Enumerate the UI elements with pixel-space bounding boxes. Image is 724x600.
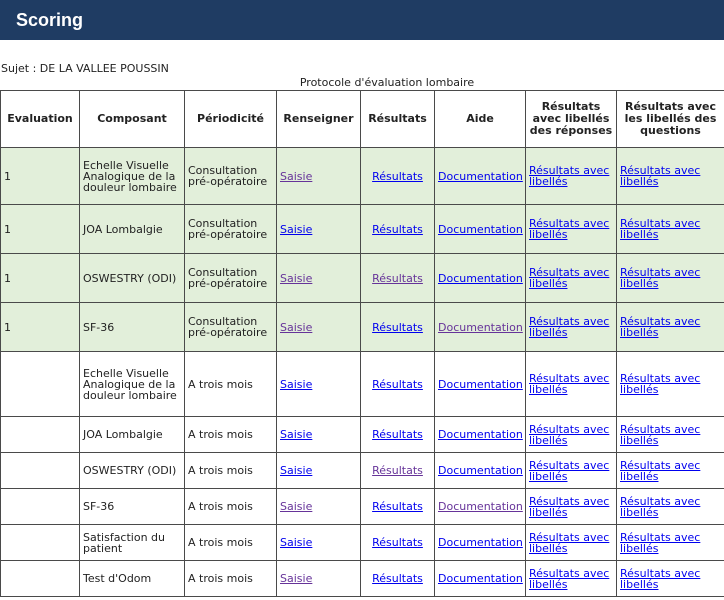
resultats-libelles-questions-link[interactable]: Résultats avec libellés <box>620 422 701 447</box>
cell-resultats-libelles-questions <box>617 205 724 254</box>
subject-label: Sujet : DE LA VALLEE POUSSIN <box>1 62 169 75</box>
page-header <box>0 0 724 40</box>
resultats-libelles-reponses-link[interactable]: Résultats avec libellés <box>529 217 610 241</box>
saisie-link[interactable]: Saisie <box>280 222 313 236</box>
cell-resultats-libelles-questions <box>617 489 724 525</box>
cell-resultats-libelles-questions <box>617 303 724 352</box>
header-evaluation: Evaluation <box>1 91 80 148</box>
resultats-libelles-questions-link[interactable]: Résultats avec libellés <box>620 458 701 483</box>
cell-periodicite: Consultation pré-opératoire <box>185 205 277 254</box>
resultats-link[interactable]: Résultats <box>372 169 423 183</box>
resultats-libelles-reponses-link[interactable]: Résultats avec libellés <box>529 422 610 447</box>
cell-composant: SF-36 <box>80 489 185 525</box>
cell-periodicite: A trois mois <box>185 453 277 489</box>
cell-resultats-libelles-reponses <box>526 254 617 303</box>
cell-periodicite: A trois mois <box>185 561 277 597</box>
cell-evaluation <box>1 489 80 525</box>
cell-evaluation: 1 <box>1 254 80 303</box>
resultats-link[interactable]: Résultats <box>372 464 423 477</box>
cell-evaluation <box>1 417 80 453</box>
resultats-libelles-reponses-link[interactable]: Résultats avec libellés <box>529 372 610 396</box>
header-resultats-libelles-reponses: Résultats avec libellés des réponses <box>526 91 617 148</box>
documentation-link[interactable]: Documentation <box>438 377 523 391</box>
cell-composant: SF-36 <box>80 303 185 352</box>
cell-evaluation <box>1 352 80 417</box>
resultats-link[interactable]: Résultats <box>372 377 423 391</box>
protocol-title: Protocole d'évaluation lombaire <box>299 76 475 89</box>
table-row <box>1 525 724 561</box>
header-resultats: Résultats <box>361 91 435 148</box>
cell-resultats-libelles-questions <box>617 352 724 417</box>
resultats-libelles-reponses-link[interactable]: Résultats avec libellés <box>529 266 610 290</box>
cell-evaluation <box>1 453 80 489</box>
saisie-link[interactable]: Saisie <box>280 320 313 334</box>
cell-evaluation: 1 <box>1 303 80 352</box>
cell-periodicite: Consultation pré-opératoire <box>185 148 277 205</box>
resultats-libelles-reponses-link[interactable]: Résultats avec libellés <box>529 530 610 555</box>
documentation-link[interactable]: Documentation <box>438 464 523 477</box>
cell-composant: Test d'Odom <box>80 561 185 597</box>
cell-resultats-libelles-questions <box>617 148 724 205</box>
cell-resultats-libelles-reponses <box>526 453 617 489</box>
resultats-link[interactable]: Résultats <box>372 536 423 549</box>
cell-resultats-libelles-reponses <box>526 489 617 525</box>
header-composant: Composant <box>80 91 185 148</box>
documentation-link[interactable]: Documentation <box>438 271 523 285</box>
cell-aide <box>435 148 526 205</box>
resultats-libelles-reponses-link[interactable]: Résultats avec libellés <box>529 458 610 483</box>
cell-aide <box>435 303 526 352</box>
cell-resultats <box>361 254 435 303</box>
cell-renseigner <box>277 417 361 453</box>
cell-composant: OSWESTRY (ODI) <box>80 453 185 489</box>
cell-aide <box>435 561 526 597</box>
saisie-link[interactable]: Saisie <box>280 572 313 585</box>
cell-periodicite: A trois mois <box>185 489 277 525</box>
cell-resultats-libelles-questions <box>617 453 724 489</box>
cell-evaluation: 1 <box>1 148 80 205</box>
cell-aide <box>435 489 526 525</box>
cell-composant: OSWESTRY (ODI) <box>80 254 185 303</box>
cell-renseigner <box>277 205 361 254</box>
cell-resultats-libelles-reponses <box>526 352 617 417</box>
cell-renseigner <box>277 352 361 417</box>
cell-resultats-libelles-questions <box>617 417 724 453</box>
resultats-link[interactable]: Résultats <box>372 271 423 285</box>
cell-resultats-libelles-questions <box>617 525 724 561</box>
cell-resultats <box>361 417 435 453</box>
cell-aide <box>435 525 526 561</box>
saisie-link[interactable]: Saisie <box>280 536 313 549</box>
saisie-link[interactable]: Saisie <box>280 464 313 477</box>
documentation-link[interactable]: Documentation <box>438 536 523 549</box>
documentation-link[interactable]: Documentation <box>438 169 523 183</box>
resultats-libelles-questions-link[interactable]: Résultats avec libellés <box>620 530 701 555</box>
header-renseigner: Renseigner <box>277 91 361 148</box>
cell-composant: Satisfaction du patient <box>80 525 185 561</box>
resultats-libelles-questions-link[interactable]: Résultats avec libellés <box>620 315 701 339</box>
resultats-link[interactable]: Résultats <box>372 428 423 441</box>
cell-resultats <box>361 489 435 525</box>
cell-resultats <box>361 148 435 205</box>
documentation-link[interactable]: Documentation <box>438 572 523 585</box>
saisie-link[interactable]: Saisie <box>280 377 313 391</box>
cell-resultats-libelles-reponses <box>526 205 617 254</box>
documentation-link[interactable]: Documentation <box>438 222 523 236</box>
resultats-link[interactable]: Résultats <box>372 572 423 585</box>
table-row <box>1 303 724 352</box>
documentation-link[interactable]: Documentation <box>438 320 523 334</box>
cell-periodicite: A trois mois <box>185 352 277 417</box>
header-resultats-libelles-questions: Résultats avec les libellés des questions <box>617 91 724 148</box>
resultats-libelles-reponses-link[interactable]: Résultats avec libellés <box>529 566 610 591</box>
table-row <box>1 561 724 597</box>
cell-resultats-libelles-reponses <box>526 417 617 453</box>
cell-resultats-libelles-reponses <box>526 148 617 205</box>
resultats-link[interactable]: Résultats <box>372 222 423 236</box>
table-row <box>1 352 724 417</box>
resultats-libelles-questions-link[interactable]: Résultats avec libellés <box>620 372 701 396</box>
cell-renseigner <box>277 489 361 525</box>
cell-aide <box>435 453 526 489</box>
resultats-libelles-questions-link[interactable]: Résultats avec libellés <box>620 494 701 519</box>
cell-resultats <box>361 205 435 254</box>
table-row <box>1 148 724 205</box>
cell-aide <box>435 254 526 303</box>
cell-resultats-libelles-questions <box>617 561 724 597</box>
table-row <box>1 453 724 489</box>
resultats-link[interactable]: Résultats <box>372 320 423 334</box>
cell-resultats-libelles-reponses <box>526 525 617 561</box>
cell-aide <box>435 352 526 417</box>
table-row <box>1 489 724 525</box>
table-row <box>1 417 724 453</box>
cell-evaluation: 1 <box>1 205 80 254</box>
cell-resultats <box>361 352 435 417</box>
cell-composant: JOA Lombalgie <box>80 417 185 453</box>
header-aide: Aide <box>435 91 526 148</box>
saisie-link[interactable]: Saisie <box>280 169 313 183</box>
documentation-link[interactable]: Documentation <box>438 500 523 513</box>
cell-resultats-libelles-reponses <box>526 561 617 597</box>
table-row <box>1 254 724 303</box>
table-header-row <box>1 91 724 148</box>
cell-resultats <box>361 303 435 352</box>
resultats-libelles-questions-link[interactable]: Résultats avec libellés <box>620 164 701 188</box>
cell-resultats <box>361 561 435 597</box>
resultats-link[interactable]: Résultats <box>372 500 423 513</box>
cell-periodicite: A trois mois <box>185 525 277 561</box>
cell-periodicite: Consultation pré-opératoire <box>185 303 277 352</box>
header-periodicite: Périodicité <box>185 91 277 148</box>
cell-aide <box>435 417 526 453</box>
cell-renseigner <box>277 525 361 561</box>
resultats-libelles-questions-link[interactable]: Résultats avec libellés <box>620 217 701 241</box>
cell-aide <box>435 205 526 254</box>
cell-resultats <box>361 453 435 489</box>
cell-resultats-libelles-reponses <box>526 303 617 352</box>
table-row <box>1 205 724 254</box>
cell-renseigner <box>277 561 361 597</box>
scoring-table <box>0 90 724 597</box>
cell-renseigner <box>277 453 361 489</box>
cell-composant: JOA Lombalgie <box>80 205 185 254</box>
cell-renseigner <box>277 303 361 352</box>
cell-evaluation <box>1 561 80 597</box>
saisie-link[interactable]: Saisie <box>280 428 313 441</box>
cell-composant: Echelle Visuelle Analogique de la douleur lombaire <box>80 352 185 417</box>
cell-renseigner <box>277 254 361 303</box>
resultats-libelles-reponses-link[interactable]: Résultats avec libellés <box>529 494 610 519</box>
documentation-link[interactable]: Documentation <box>438 428 523 441</box>
resultats-libelles-reponses-link[interactable]: Résultats avec libellés <box>529 164 610 188</box>
cell-renseigner <box>277 148 361 205</box>
resultats-libelles-questions-link[interactable]: Résultats avec libellés <box>620 266 701 290</box>
cell-resultats-libelles-questions <box>617 254 724 303</box>
resultats-libelles-reponses-link[interactable]: Résultats avec libellés <box>529 315 610 339</box>
cell-periodicite: Consultation pré-opératoire <box>185 254 277 303</box>
cell-composant: Echelle Visuelle Analogique de la douleur lombaire <box>80 148 185 205</box>
cell-periodicite: A trois mois <box>185 417 277 453</box>
saisie-link[interactable]: Saisie <box>280 500 313 513</box>
cell-evaluation <box>1 525 80 561</box>
saisie-link[interactable]: Saisie <box>280 271 313 285</box>
resultats-libelles-questions-link[interactable]: Résultats avec libellés <box>620 566 701 591</box>
page-title: Scoring <box>16 10 84 30</box>
cell-resultats <box>361 525 435 561</box>
